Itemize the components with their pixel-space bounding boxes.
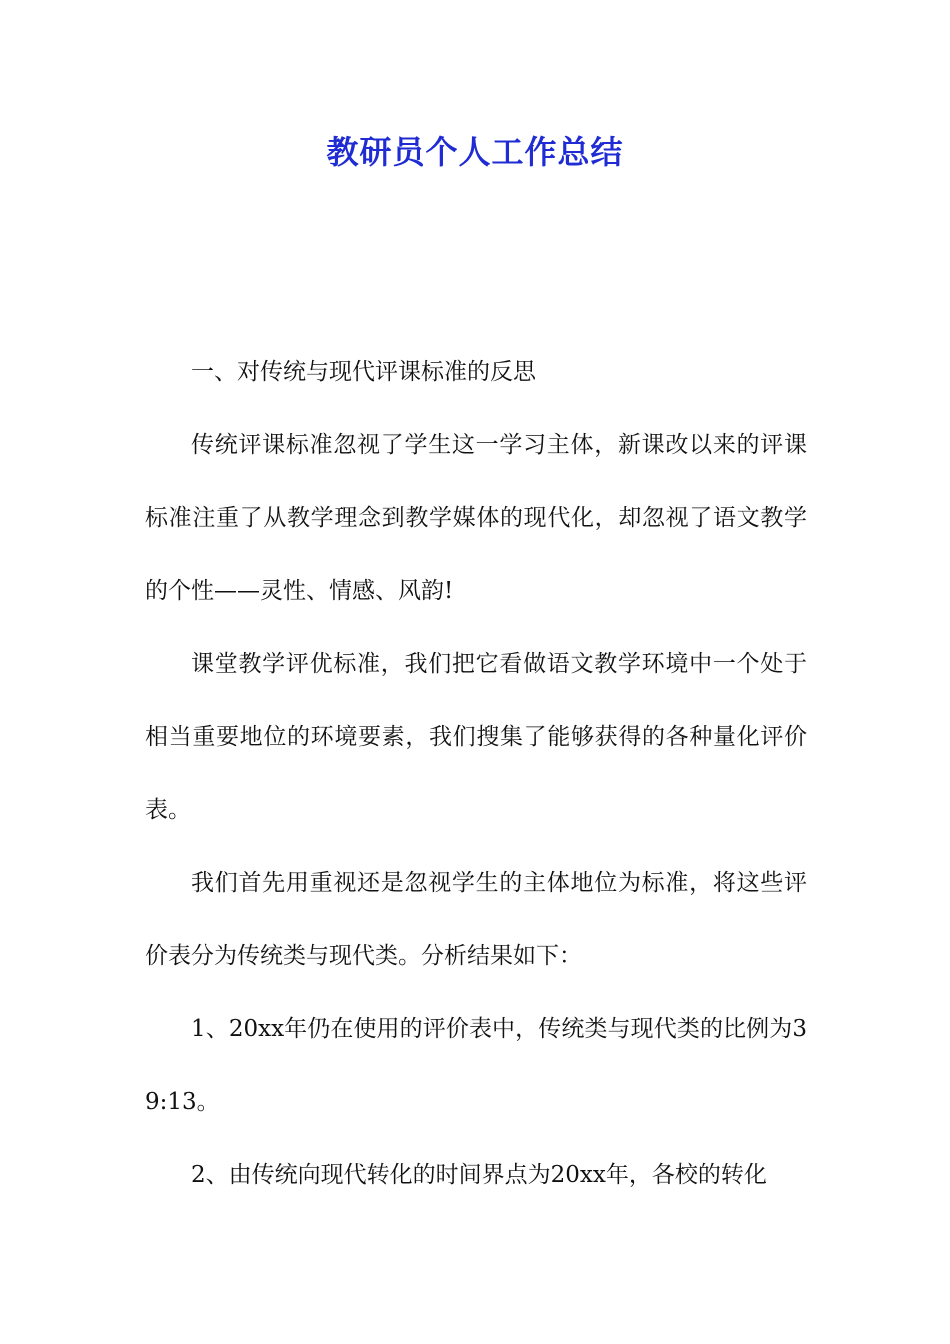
section-heading: 一、对传统与现代评课标准的反思 bbox=[191, 359, 536, 385]
paragraph: 传统评课标准忽视了学生这一学习主体，新课改以来的评课标准注重了从教学理念到教学媒体的现代化，却忽视了语文教学的个性——灵性、情感、风韵! bbox=[145, 432, 807, 604]
list-item: 1、20xx年仍在使用的评价表中，传统类与现代类的比例为39:13。 bbox=[145, 1016, 807, 1115]
paragraph: 课堂教学评优标准，我们把它看做语文教学环境中一个处于相当重要地位的环境要素，我们搜集了能够获得的各种量化评价表。 bbox=[145, 651, 807, 823]
document-body bbox=[145, 336, 807, 1212]
paragraph: 我们首先用重视还是忽视学生的主体地位为标准，将这些评价表分为传统类与现代类。分析结果如下： bbox=[145, 870, 807, 969]
list-item: 2、由传统向现代转化的时间界点为20xx年，各校的转化 bbox=[191, 1162, 767, 1188]
document-title: 教研员个人工作总结 bbox=[326, 133, 624, 171]
